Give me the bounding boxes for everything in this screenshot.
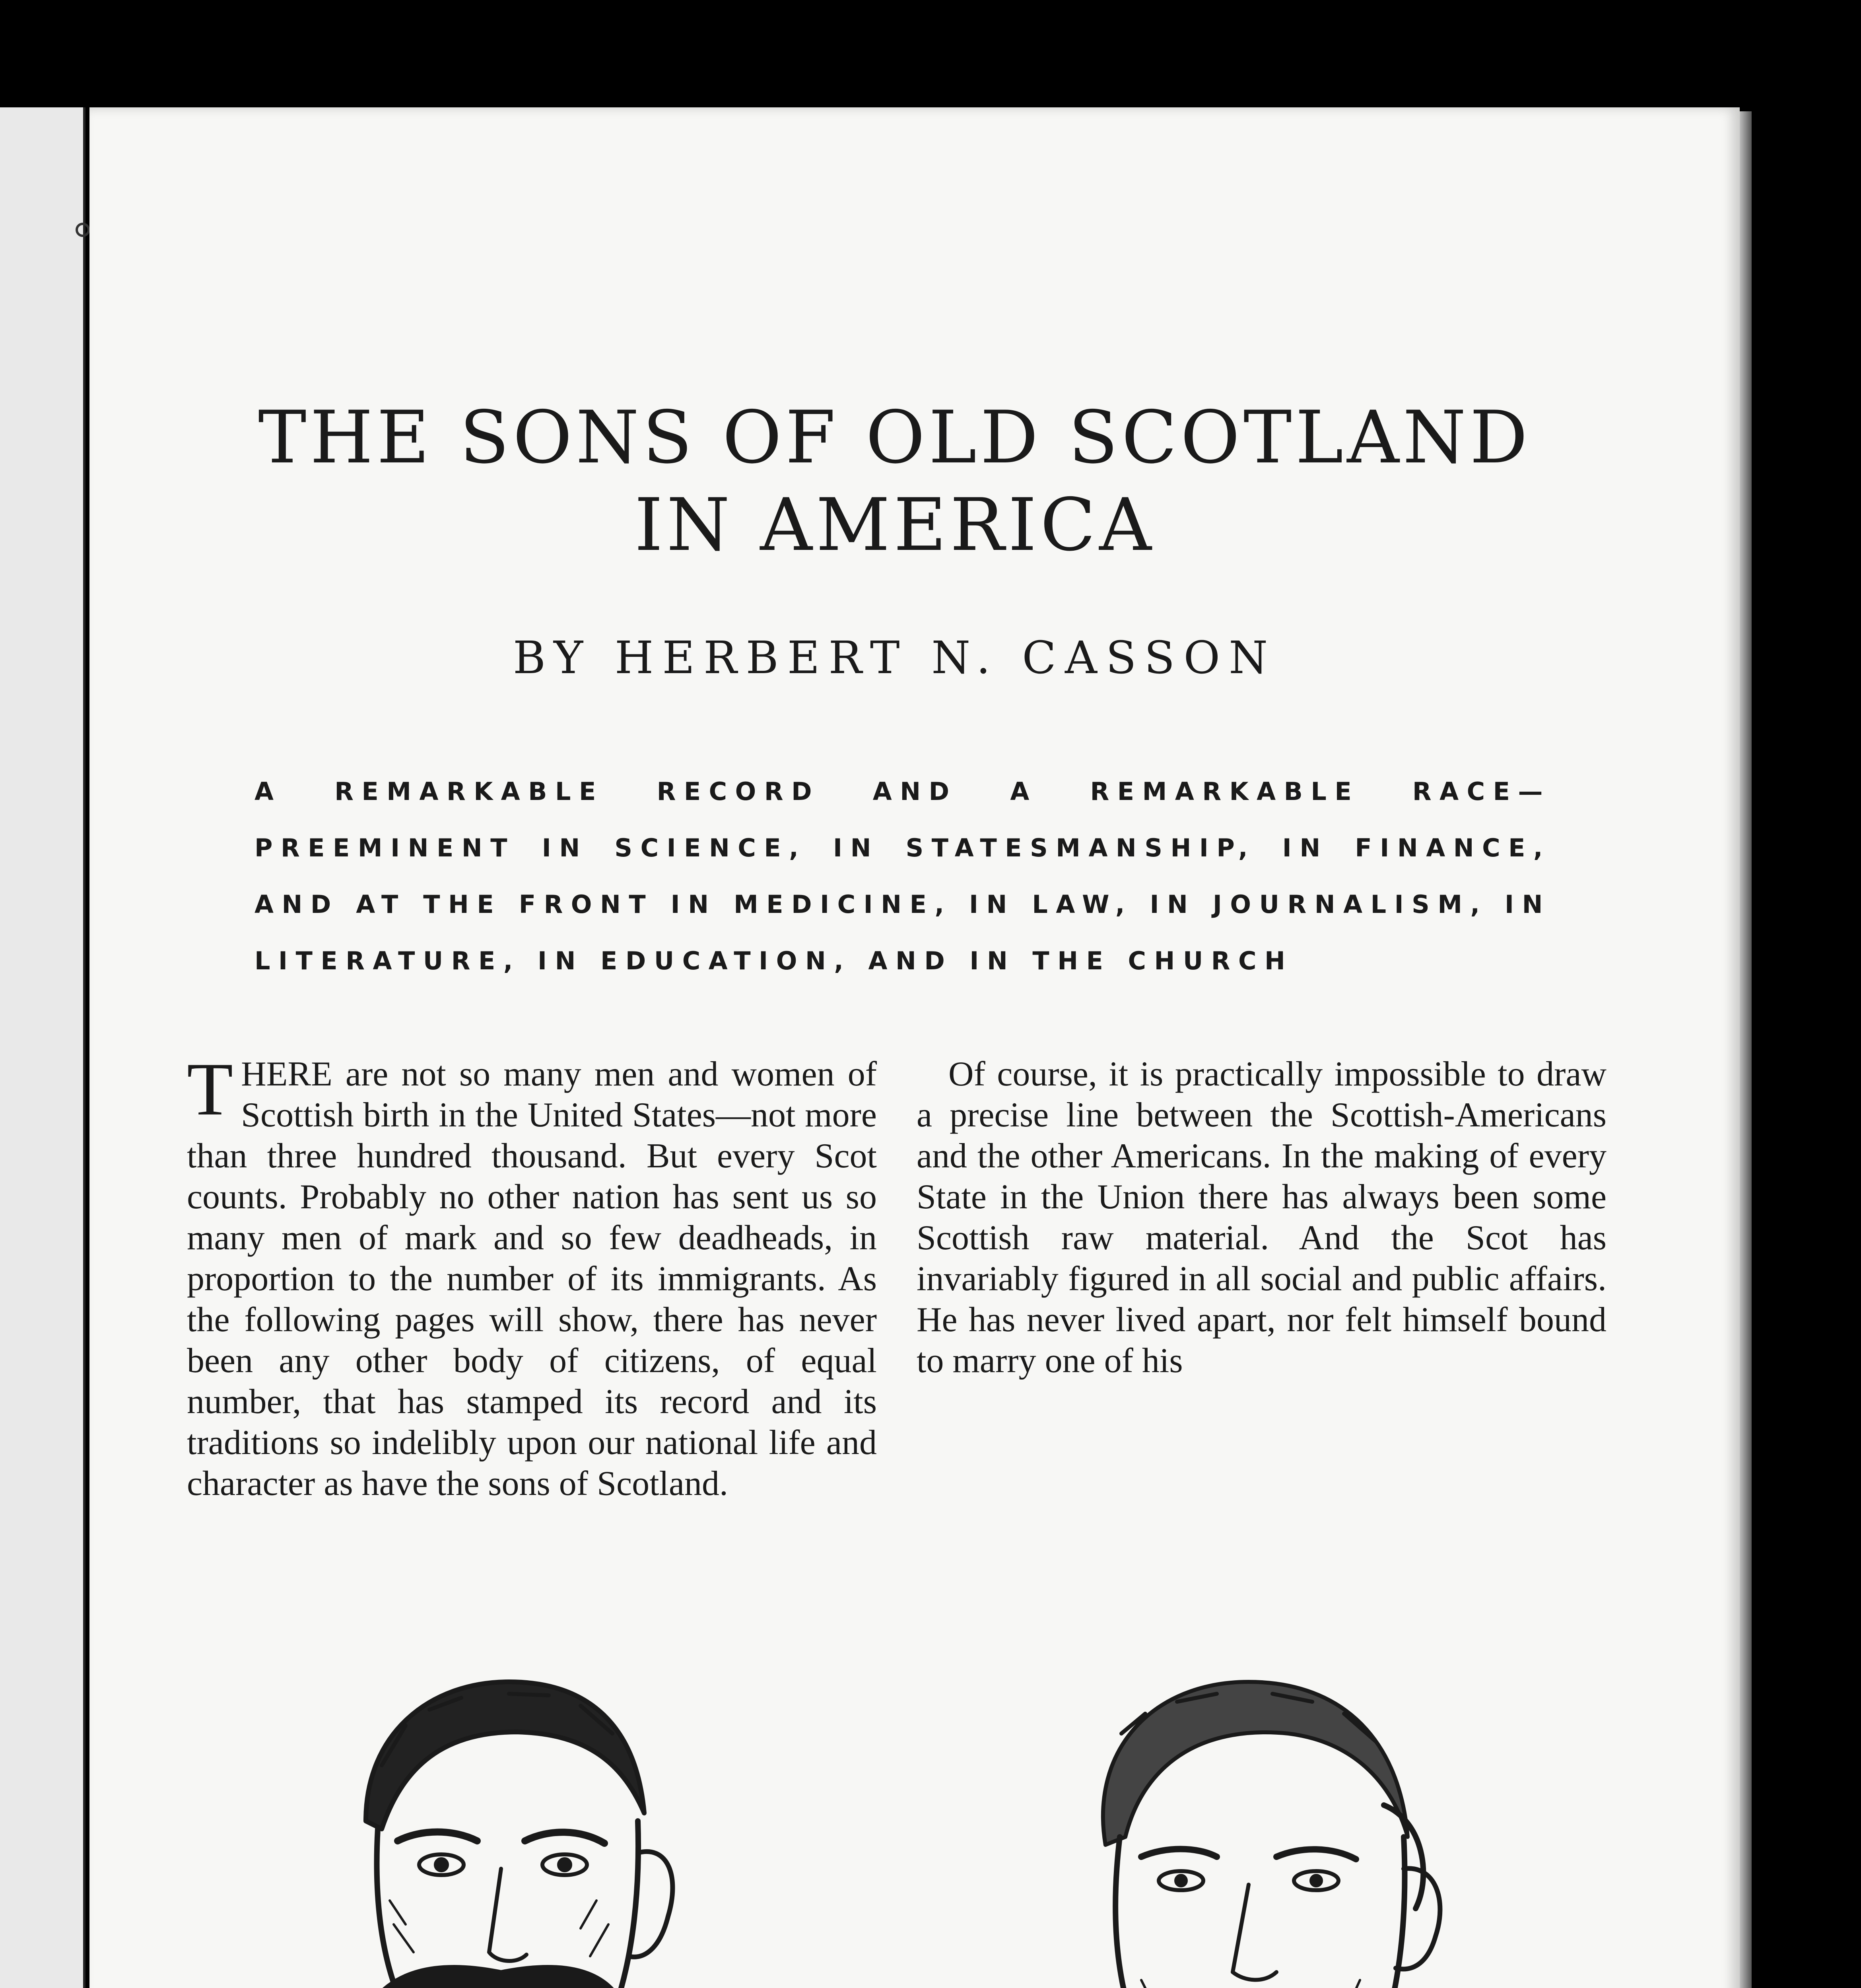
- article-body: [187, 1048, 1607, 1519]
- body-paragraph-2: Of course, it is practically impossible to draw a precise line between the Scottish-Americans and the other Americans. In the making of every State in the Union there has always been some Scottish raw material. And the Scot has invariably figured in all social and public affairs. He has never lived apart, nor felt himself bound to marry one of his: [917, 1055, 1607, 1380]
- article-title: [119, 394, 1670, 569]
- facing-page-edge: [0, 107, 85, 1988]
- article-title-line-2: IN AMERICA: [634, 483, 1155, 567]
- page-edge-shadow: [1740, 111, 1752, 1988]
- body-paragraph-1-text: HERE are not so many men and women of Scottish birth in the United States—not more than three hundred thousand. But every Scot counts. Probably no other nation has sent us so many men of mark and so few deadheads, in proportion to the number of its immigrants. As the following pages will show, there has never been any other body of citizens, of equal number, that has stamped its record and its traditions so indelibly upon our national life and character as have the sons of Scotland.: [187, 1055, 877, 1503]
- article-subtitle: A REMARKABLE RECORD AND A REMARKABLE RACE—PREEMINENT IN SCIENCE, IN STATESMANSHIP, IN FINANCE, AND AT THE FRONT IN MEDICINE, IN LAW, IN JOURNALISM, IN LITERATURE, IN EDUCATION, AND IN THE CHURCH: [254, 777, 1551, 975]
- drop-cap: T: [187, 1048, 233, 1131]
- article-byline: BY HERBERT N. CASSON: [513, 632, 1277, 684]
- body-paragraph-1: [187, 1048, 877, 1504]
- article-title-line-1: THE SONS OF OLD SCOTLAND: [258, 395, 1531, 480]
- portrait-mclachlan: [247, 1638, 756, 1988]
- portrait-henderson: [938, 1638, 1559, 1988]
- binding-stitch: [76, 223, 90, 237]
